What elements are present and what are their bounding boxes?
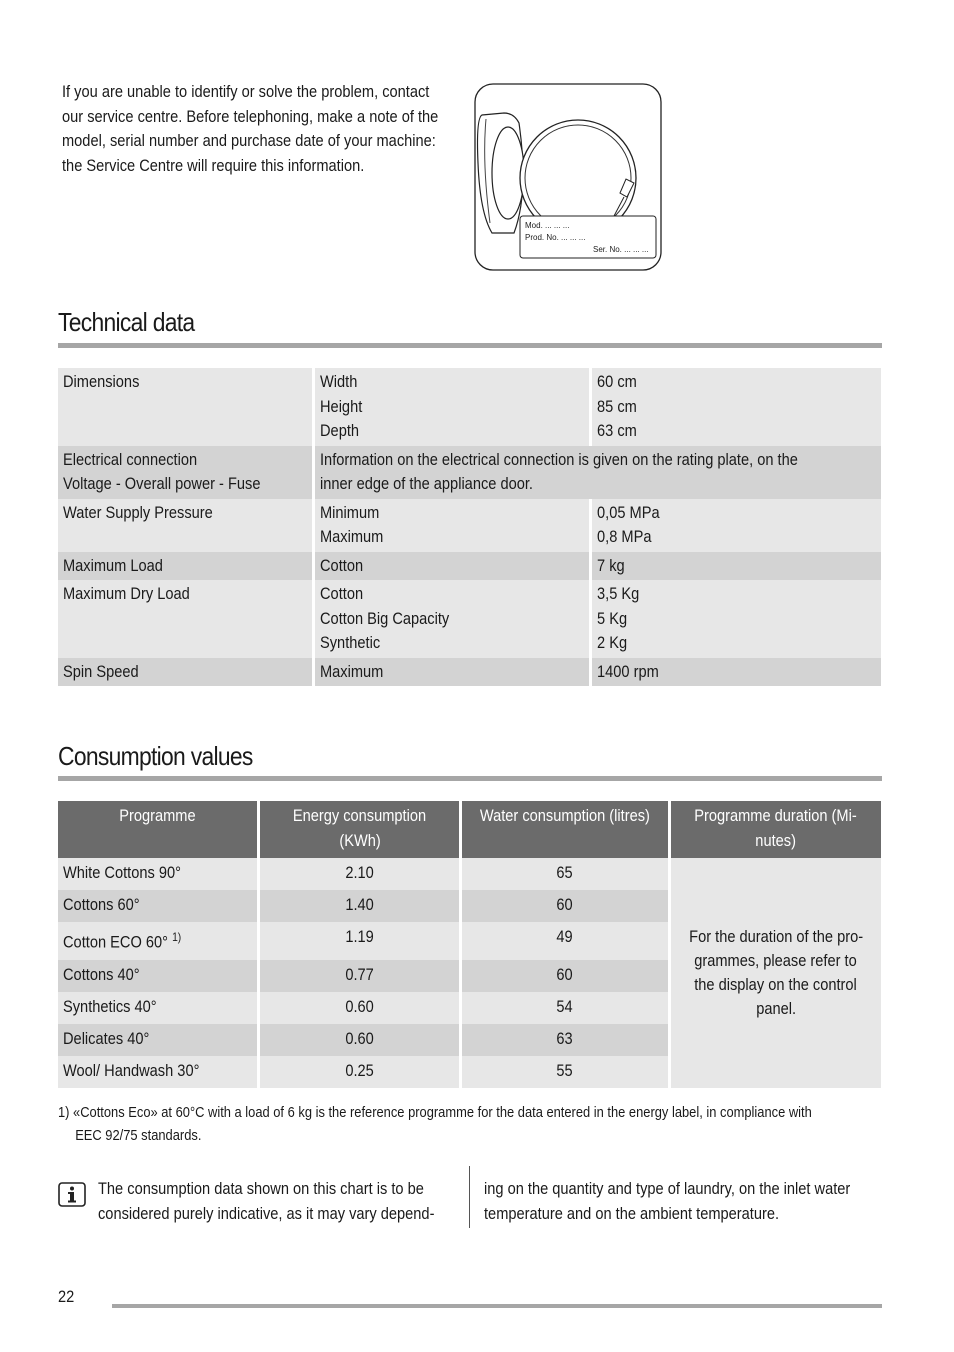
energy-value: 0.60 [345, 1028, 374, 1048]
cell-text: Information on the electrical connection is given on the rating plate, on the [320, 449, 799, 469]
technical-data-title: Technical data [58, 307, 195, 337]
plate-prod: Prod. No. ... ... ... [525, 233, 586, 242]
info-line: temperature and on the ambient temperature. [484, 1203, 780, 1223]
programme-name: Cottons 40° [63, 964, 140, 984]
info-line: considered purely indicative, as it may vary depend- [98, 1203, 435, 1223]
footnote-line: 1) «Cottons Eco» at 60°C with a load of 6 kg is the reference programme for the data entered in the energy label, in compliance with [58, 1104, 812, 1121]
table-row [58, 858, 881, 890]
info-icon [58, 1182, 86, 1207]
info-line: The consumption data shown on this chart is to be [98, 1179, 424, 1198]
cell-value: 0,8 MPa [597, 527, 652, 546]
energy-value: 0.25 [345, 1060, 374, 1080]
cell-text: inner edge of the appliance door. [320, 474, 534, 493]
water-value: 60 [556, 964, 574, 984]
programme-name: Wool/ Handwash 30° [63, 1060, 200, 1080]
machine-door-illustration [474, 83, 662, 271]
intro-line: model, serial number and purchase date of your machine: [62, 131, 436, 150]
programme-name: Cottons 60° [63, 895, 140, 914]
table-row [58, 368, 881, 446]
intro-line: If you are unable to identify or solve the problem, contact [62, 82, 430, 101]
table-row [58, 658, 881, 687]
section-rule [58, 343, 882, 348]
cell-text: Synthetic [320, 633, 381, 652]
technical-data-table [55, 368, 884, 686]
energy-value: 0.77 [345, 964, 374, 984]
intro-line: the Service Centre will require this information. [62, 155, 365, 175]
water-value: 49 [556, 927, 574, 946]
table-header-row [58, 801, 881, 858]
energy-value: 0.60 [345, 996, 374, 1016]
row-label: Electrical connection [63, 449, 198, 469]
cell-text: Cotton Big Capacity [320, 608, 450, 628]
cell-text: Minimum [320, 502, 380, 522]
row-label: Dimensions [63, 372, 140, 391]
table-row [58, 580, 881, 658]
cell-value: 1400 rpm [597, 661, 660, 681]
cell-text: Height [320, 396, 363, 416]
intro-paragraph [62, 80, 462, 178]
row-label: Spin Speed [63, 661, 139, 681]
footnote-marker: 1) [172, 930, 182, 944]
info-text-left [98, 1177, 459, 1226]
water-value: 63 [556, 1028, 574, 1048]
column-header: Energy consumption (KWh) [260, 801, 459, 858]
water-value: 60 [556, 895, 574, 914]
water-value: 55 [556, 1060, 574, 1080]
column-header: Programme [58, 801, 257, 858]
column-header: Programme duration (Mi- nutes) [671, 801, 881, 858]
water-value: 65 [556, 863, 574, 882]
cell-value: 85 cm [597, 396, 638, 416]
cell-value: 5 Kg [597, 608, 628, 628]
section-rule [58, 776, 882, 781]
energy-value: 1.40 [345, 895, 374, 914]
intro-line: our service centre. Before telephoning, make a note of the [62, 106, 439, 126]
footnote [58, 1101, 866, 1147]
programme-name: Cotton ECO 60° [63, 932, 169, 952]
consumption-values-title: Consumption values [58, 741, 253, 771]
row-label: Water Supply Pressure [63, 502, 213, 522]
programme-name: Delicates 40° [63, 1028, 150, 1048]
consumption-table [55, 801, 884, 1088]
table-row [58, 499, 881, 552]
table-row [58, 446, 881, 499]
plate-mod: Mod. ... ... ... [525, 221, 570, 230]
row-label: Maximum Dry Load [63, 584, 190, 603]
duration-note: For the duration of the pro- grammes, please refer to the display on the control panel. [671, 858, 881, 1088]
footer-rule [112, 1304, 882, 1308]
cell-value: 3,5 Kg [597, 584, 640, 603]
cell-text: Maximum [320, 527, 384, 546]
cell-value: 7 kg [597, 555, 625, 575]
cell-text: Width [320, 372, 358, 391]
table-row [58, 552, 881, 581]
cell-value: 0,05 MPa [597, 502, 660, 522]
cell-value: 2 Kg [597, 633, 628, 652]
energy-value: 1.19 [345, 927, 374, 946]
cell-text: Cotton [320, 555, 364, 575]
programme-name: Synthetics 40° [63, 996, 157, 1016]
column-divider [469, 1166, 470, 1228]
info-line: ing on the quantity and type of laundry, on the inlet water [484, 1179, 851, 1198]
row-label: Maximum Load [63, 555, 163, 575]
footnote-line: EEC 92/75 standards. [75, 1127, 202, 1144]
plate-ser: Ser. No. ... ... ... [593, 245, 649, 254]
page-number: 22 [58, 1287, 75, 1306]
energy-value: 2.10 [345, 863, 374, 882]
cell-value: 60 cm [597, 372, 638, 391]
water-value: 54 [556, 996, 574, 1016]
cell-text: Cotton [320, 584, 364, 603]
column-header: Water consumption (litres) [462, 801, 668, 858]
info-text-right [484, 1177, 888, 1226]
row-label: Voltage - Overall power - Fuse [63, 474, 261, 493]
programme-name: White Cottons 90° [63, 863, 181, 882]
cell-value: 63 cm [597, 421, 638, 440]
cell-text: Maximum [320, 661, 384, 681]
cell-text: Depth [320, 421, 360, 440]
